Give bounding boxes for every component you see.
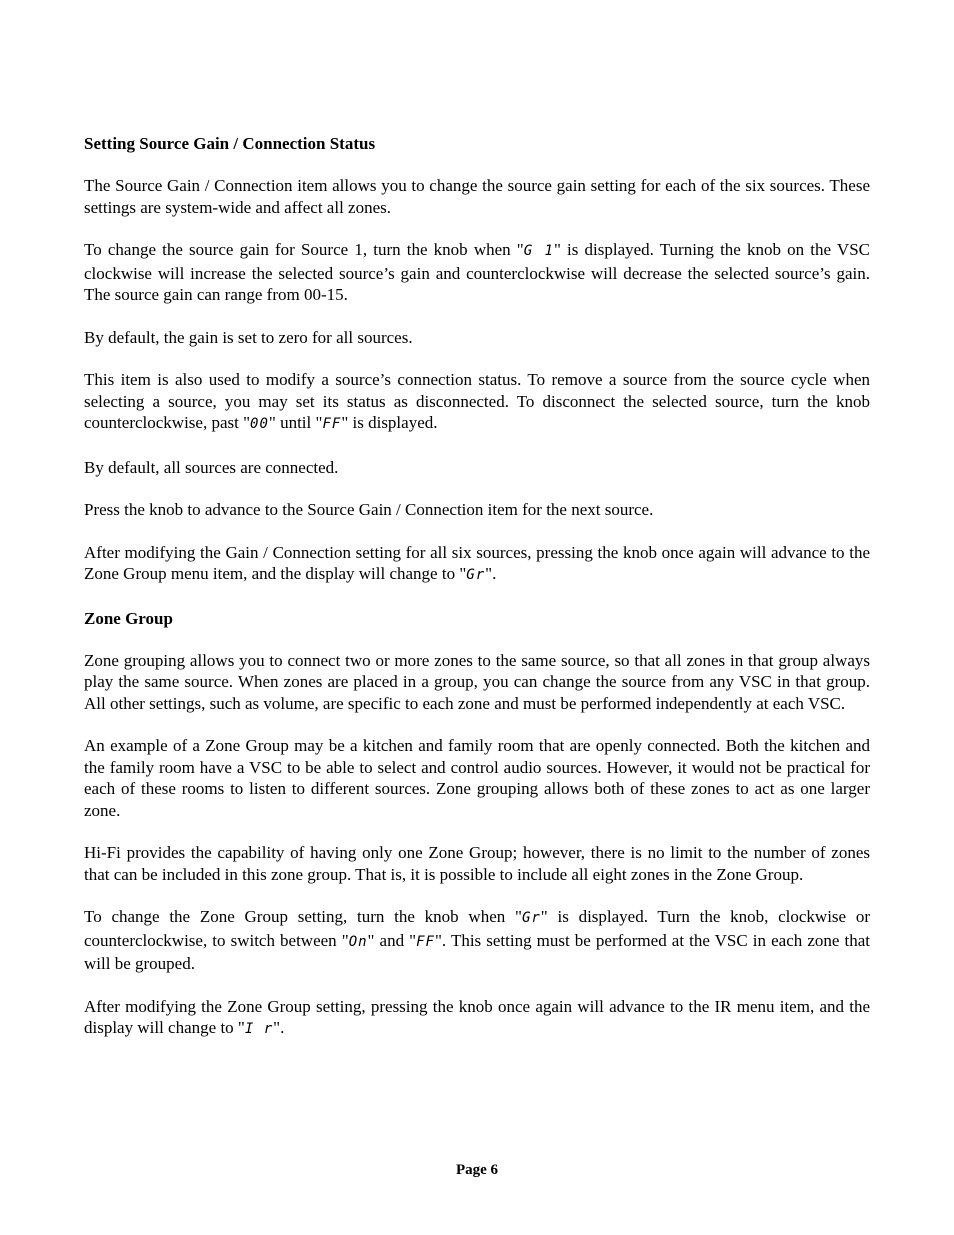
paragraph: Zone grouping allows you to connect two or more zones to the same source, so that all zones in that group always play the same source. When zones are placed in a group, you can change the source from any VSC in that group. All other settings, such as volume, are specific to each zone and must be performed independently at each VSC. [84,650,870,713]
display-code: On [348,933,368,950]
text-run: " and " [367,930,417,950]
text-run: " is displayed. Turn the knob, clockwise or counterclockwise, to switch between " [84,907,870,950]
text-run: This item is also used to modify a source’s connection status. To remove a source from the source cycle when selecting a source, you may set its status as disconnected. To disconnect the selected source, turn the knob counterclockwise, past " [84,370,870,432]
text-run: After modifying the Zone Group setting, pressing the knob once again will advance to the IR menu item, and the display will change to " [84,996,870,1037]
paragraph: By default, all sources are connected. [84,457,339,477]
text-run: " until " [268,413,323,432]
text-run: ". [273,1018,285,1037]
text-run: ". [485,564,497,583]
paragraph [84,369,870,436]
display-code: I r [244,1021,274,1037]
paragraph: Hi-Fi provides the capability of having only one Zone Group; however, there is no limit to the number of zones that can be included in this zone group. That is, it is possible to include all eight zones in the Zone Group. [84,843,870,884]
display-code: FF [416,933,435,950]
text-run: To change the Zone Group setting, turn the knob when " [84,907,522,926]
paragraph [84,906,870,975]
text-run: " is displayed. Turning the knob on the VSC clockwise will increase the selected source’s gain and counterclockwise will decrease the selected source’s gain. The source gain can range from 00-15. [84,240,870,304]
page-number: Page 6 [455,1162,499,1178]
paragraph [84,996,870,1041]
paragraph [84,239,870,306]
display-code: Gr [466,567,486,583]
text-run: After modifying the Gain / Connection setting for all six sources, pressing the knob once again will advance to the Zone Group menu item, and the display will change to " [84,542,870,583]
section-heading-zone-group: Zone Group [84,608,173,628]
display-code: G 1 [523,243,554,259]
section-heading-source-gain: Setting Source Gain / Connection Status [84,134,376,153]
paragraph: An example of a Zone Group may be a kitchen and family room that are openly connected. Both the kitchen and the family room have a VSC to be able to select and control audio sources. However, it would not be practical for each of these rooms to listen to different sources. Zone grouping allows both of these zones to act as one larger zone. [84,736,870,820]
display-code: FF [322,416,342,432]
display-code: Gr [521,910,541,926]
display-code: 00 [250,416,269,432]
text-run: ". This setting must be performed at the VSC in each zone that will be grouped. [84,930,870,973]
text-run: To change the source gain for Source 1, turn the knob when " [84,240,524,259]
paragraph: Press the knob to advance to the Source Gain / Connection item for the next source. [84,500,654,519]
paragraph: By default, the gain is set to zero for all sources. [84,327,413,347]
paragraph: The Source Gain / Connection item allows you to change the source gain setting for each of the six sources. These settings are system-wide and affect all zones. [84,176,870,217]
paragraph [84,542,870,587]
document-page [84,133,870,1062]
text-run: " is displayed. [341,413,438,432]
